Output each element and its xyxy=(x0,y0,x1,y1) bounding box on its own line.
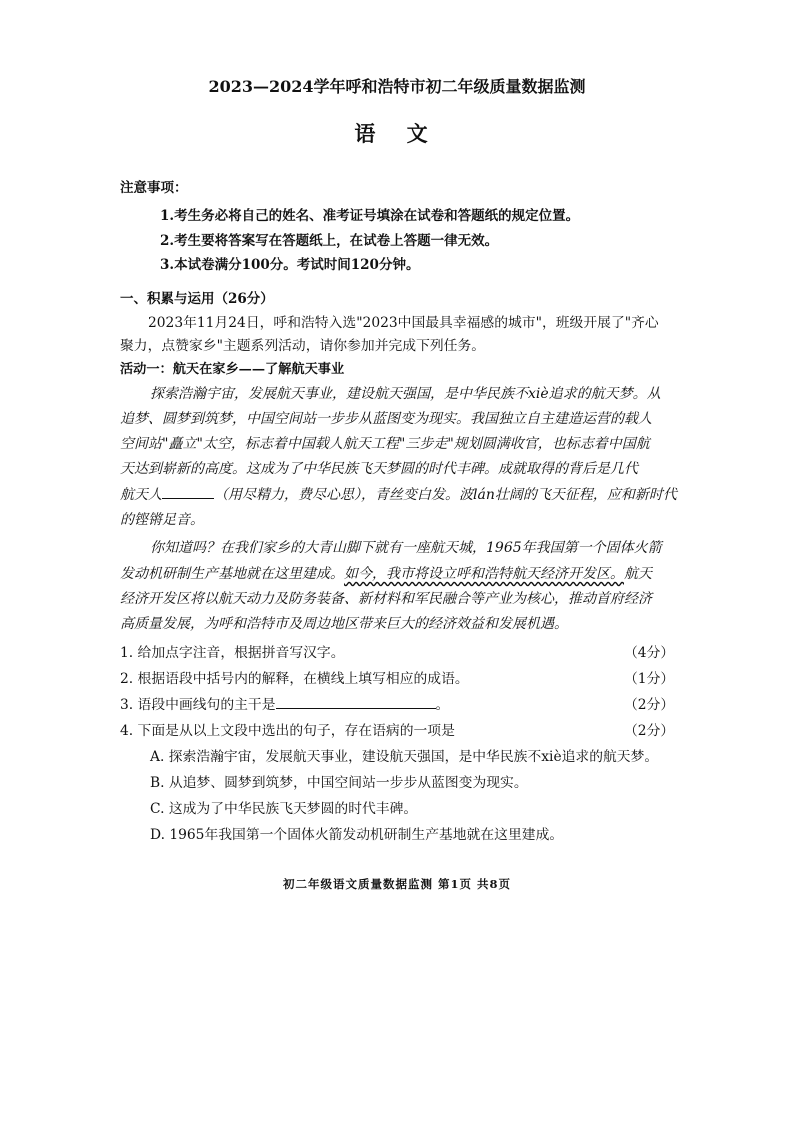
idiom-answer-blank xyxy=(162,486,214,499)
passage1-line-6: 的铿锵足音。 xyxy=(120,512,204,528)
question-3-suffix: 。 xyxy=(435,697,450,713)
question-1-score: （4分） xyxy=(624,645,675,661)
subject-title: 语 文 xyxy=(354,121,440,146)
question-4: 4. 下面是从以上文段中选出的句子，存在语病的一项是 xyxy=(120,723,455,739)
question-3-text: 3. 语段中画线句的主干是 xyxy=(120,697,276,713)
page-footer: 初二年级语文质量数据监测 第1页 共8页 xyxy=(282,877,511,891)
passage1-line-4: 天达到崭新的高度。这成为了中华民族飞天梦圆的时代丰碑。成就取得的背后是几代 xyxy=(120,461,638,477)
intro-line-1: 2023年11月24日，呼和浩特入选"2023中国最具幸福感的城市"，班级开展了"齐心 xyxy=(148,315,659,331)
question-3-answer-blank xyxy=(276,696,436,709)
passage2-line-2-head: 发动机研制生产基地就在这里建成。 xyxy=(120,566,344,582)
question-2-score: （1分） xyxy=(624,671,675,687)
passage2-line-2 xyxy=(120,563,652,583)
notice-item-1: 1.考生务必将自己的姓名、准考证号填涂在试卷和答题纸的规定位置。 xyxy=(160,208,580,224)
option-b: B. 从追梦、圆梦到筑梦，中国空间站一步步从蓝图变为现实。 xyxy=(150,775,528,791)
notice-item-3: 3.本试卷满分100分。考试时间120分钟。 xyxy=(160,257,420,273)
question-3 xyxy=(120,693,449,713)
passage1-line-5-head: 航天人 xyxy=(120,487,162,503)
question-2: 2. 根据语段中括号内的解释，在横线上填写相应的成语。 xyxy=(120,671,469,687)
passage1-line-5-tail: （用尽精力，费尽心思），青丝变白发。波lán壮阔的飞天征程，应和新时代 xyxy=(214,487,677,503)
passage1-line-5 xyxy=(120,484,677,504)
question-3-score: （2分） xyxy=(624,697,675,713)
option-c: C. 这成为了中华民族飞天梦圆的时代丰碑。 xyxy=(150,801,418,817)
passage1-line-2: 追梦、圆梦到筑梦，中国空间站一步步从蓝图变为现实。我国独立自主建造运营的载人 xyxy=(120,411,652,427)
passage1-line-3: 空间站"矗立"太空，标志着中国载人航天工程"三步走"规划圆满收官，也标志着中国航 xyxy=(120,436,650,452)
notice-item-2: 2.考生要将答案写在答题纸上，在试卷上答题一律无效。 xyxy=(160,233,499,249)
passage2-line-4: 高质量发展，为呼和浩特市及周边地区带来巨大的经济效益和发展机遇。 xyxy=(120,616,568,632)
question-4-score: （2分） xyxy=(624,723,675,739)
question-1: 1. 给加点字注音，根据拼音写汉字。 xyxy=(120,645,345,661)
option-d: D. 1965年我国第一个固体火箭发动机研制生产基地就在这里建成。 xyxy=(150,827,564,843)
passage2-line-3: 经济开发区将以航天动力及防务装备、新材料和军民融合等产业为核心，推动首府经济 xyxy=(120,591,652,607)
passage2-line-2-tail: 航天 xyxy=(624,566,652,582)
activity-heading: 活动一：航天在家乡——了解航天事业 xyxy=(120,362,345,377)
option-a: A. 探索浩瀚宇宙，发展航天事业，建设航天强国，是中华民族不xiè追求的航天梦。 xyxy=(150,749,659,765)
section-heading: 一、积累与运用（26分） xyxy=(120,291,274,307)
passage1-line-1: 探索浩瀚宇宙，发展航天事业，建设航天强国，是中华民族不xiè追求的航天梦。从 xyxy=(150,386,661,402)
underlined-sentence: 如今，我市将设立呼和浩特航天经济开发区。 xyxy=(344,566,624,582)
passage2-line-1-text: 你知道吗？在我们家乡的大青山脚下就有一座航天城，1965年我国第一个固体火箭 xyxy=(150,540,662,556)
intro-line-2: 聚力，点赞家乡"主题系列活动，请你参加并完成下列任务。 xyxy=(120,338,486,354)
exam-title: 2023—2024学年呼和浩特市初二年级质量数据监测 xyxy=(208,77,586,96)
notice-heading: 注意事项： xyxy=(120,180,188,196)
